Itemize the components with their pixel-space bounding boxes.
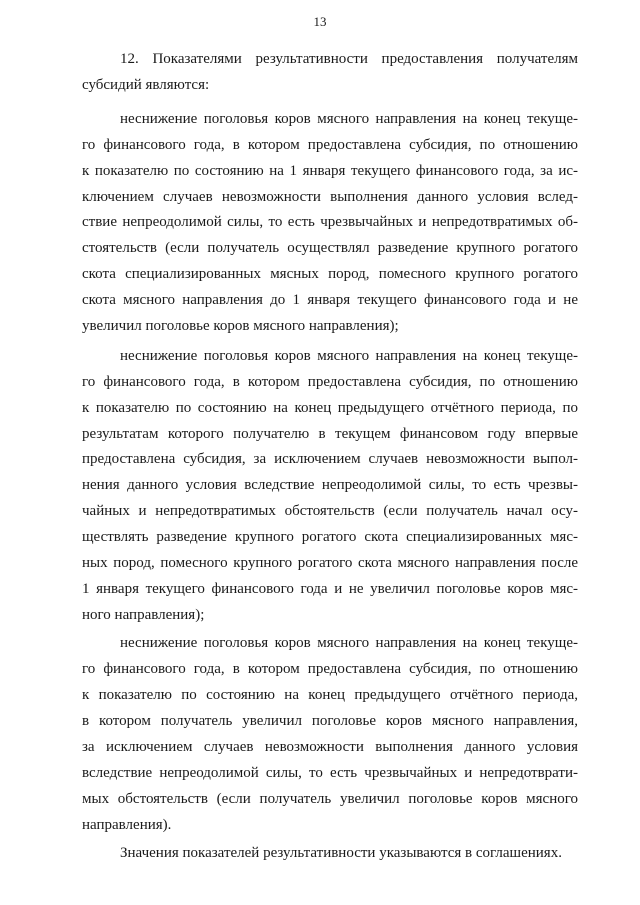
text-line: к показателю по состоянию на 1 января текущего финансового года, за ис-: [82, 163, 578, 179]
text-line: увеличил поголовье коров мясного направления);: [82, 318, 399, 334]
text-line: направления).: [82, 817, 172, 833]
text-line: ществлять разведение крупного рогатого скота специализированных мяс-: [82, 529, 578, 545]
text-line: за исключением случаев невозможности выполнения данного условия: [82, 739, 578, 755]
text-line: скота мясного направления до 1 января текущего финансового года и не: [82, 292, 578, 308]
text-line: скота специализированных мясных пород, помесного крупного рогатого: [82, 266, 578, 282]
text-line: ных пород, помесного крупного рогатого скота мясного направления после: [82, 555, 578, 571]
page-number: 13: [313, 14, 327, 29]
text-line: ного направления);: [82, 607, 205, 623]
text-line: чайных и непредотвратимых обстоятельств (если получатель начал осу-: [82, 503, 578, 519]
text-line: вследствие непреодолимой силы, то есть чрезвычайных и непредотврати-: [82, 765, 578, 781]
text-line: мых обстоятельств (если получатель увеличил поголовье коров мясного: [82, 791, 578, 807]
text-line: го финансового года, в котором предоставлена субсидия, по отношению: [82, 137, 578, 153]
text-line: предоставлена субсидия, за исключением случаев невозможности выпол-: [82, 451, 578, 467]
text-line: 1 января текущего финансового года и не увеличил поголовье коров мяс-: [82, 581, 578, 597]
text-line: 12. Показателями результативности предоставления получателям: [120, 51, 578, 67]
text-line: ствие непреодолимой силы, то есть чрезвычайных и непредотвратимых об-: [82, 214, 578, 230]
text-line: го финансового года, в котором предоставлена субсидия, по отношению: [82, 374, 578, 390]
text-line: субсидий являются:: [82, 77, 210, 93]
text-line: нения данного условия вследствие непреодолимой силы, то есть чрезвы-: [82, 477, 578, 493]
text-line: неснижение поголовья коров мясного направления на конец текуще-: [120, 635, 578, 651]
text-line: неснижение поголовья коров мясного направления на конец текуще-: [120, 111, 578, 127]
text-line: стоятельств (если получатель осуществлял разведение крупного рогатого: [82, 240, 578, 256]
text-line: Значения показателей результативности указываются в соглашениях.: [120, 845, 562, 861]
text-line: результатам которого получателю в текущем финансовом году впервые: [82, 426, 578, 442]
text-line: к показателю по состоянию на конец предыдущего отчётного периода,: [82, 687, 578, 703]
text-line: неснижение поголовья коров мясного направления на конец текуще-: [120, 348, 578, 364]
text-line: к показателю по состоянию на конец предыдущего отчётного периода, по: [82, 400, 578, 416]
text-line: ключением случаев невозможности выполнения данного условия вслед-: [82, 189, 578, 205]
text-line: в котором получатель увеличил поголовье коров мясного направления,: [82, 713, 578, 729]
text-line: го финансового года, в котором предоставлена субсидия, по отношению: [82, 661, 578, 677]
